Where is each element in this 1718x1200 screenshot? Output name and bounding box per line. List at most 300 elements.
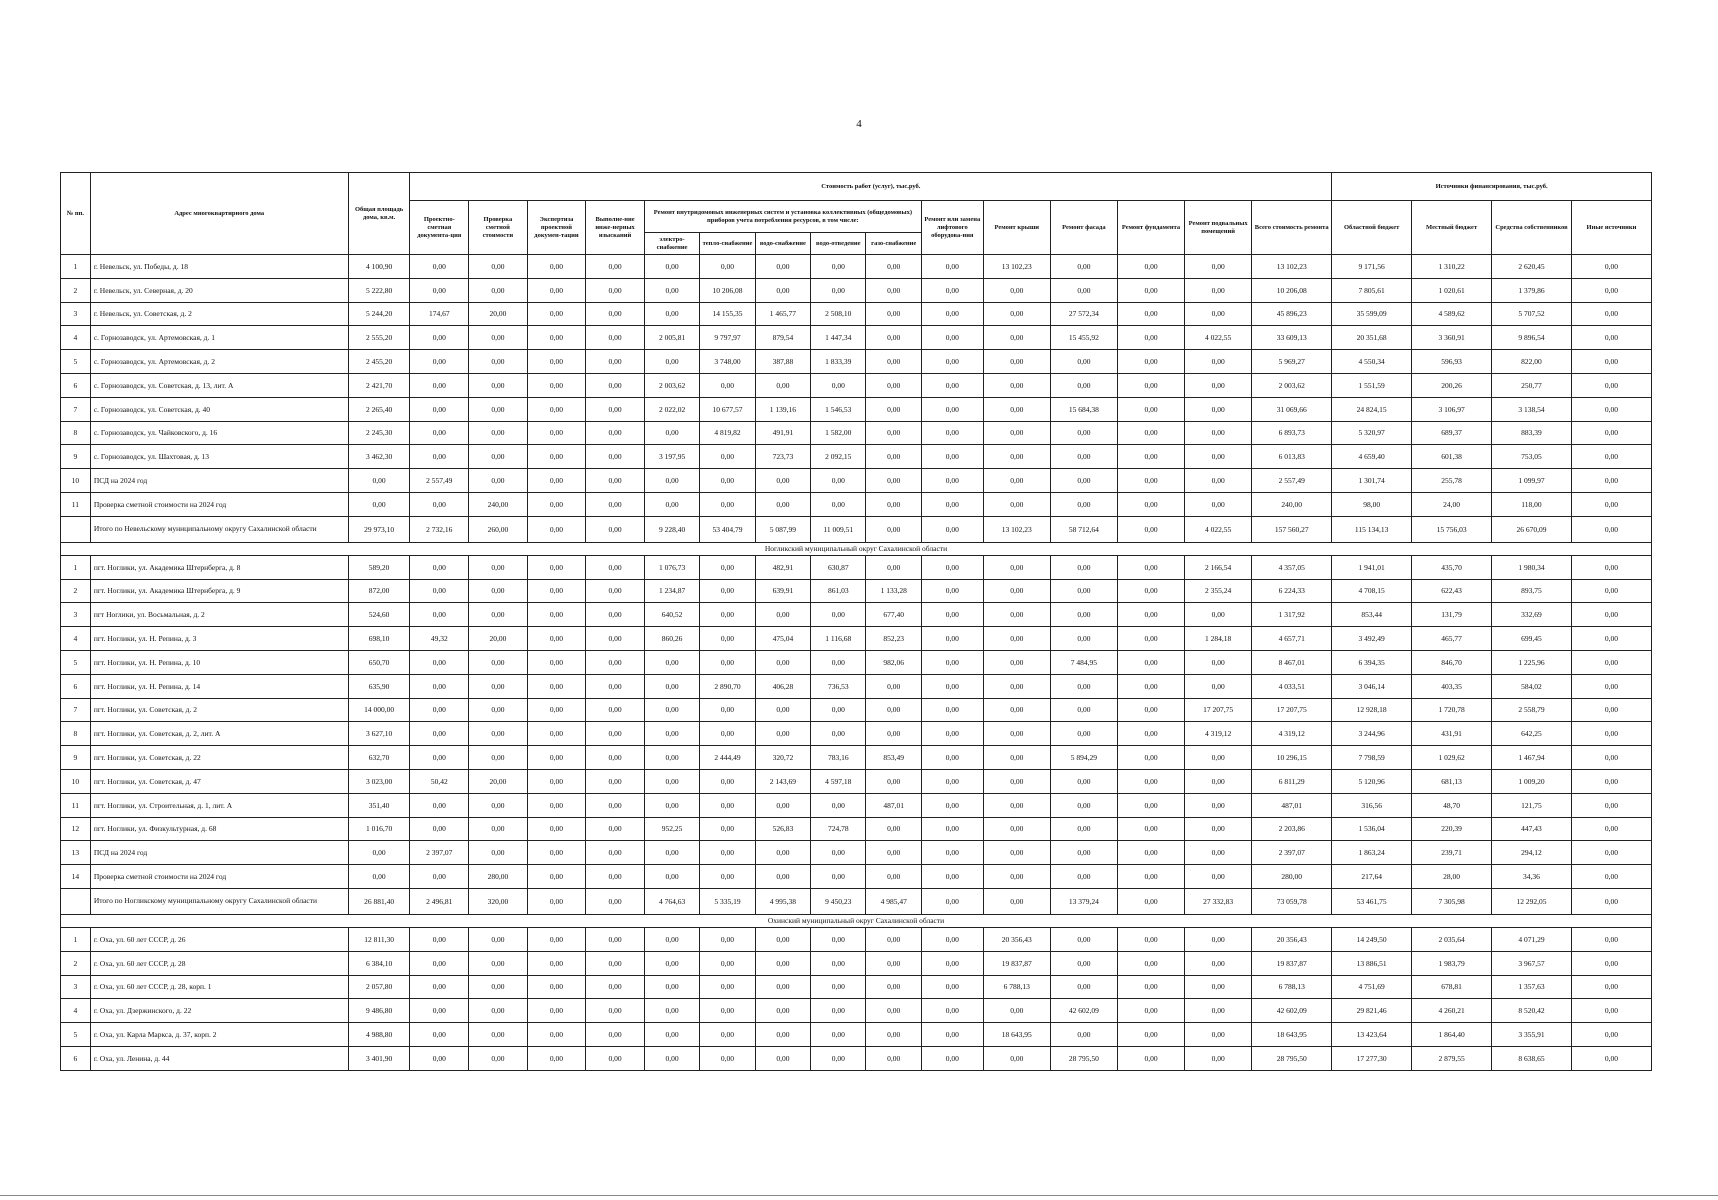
row-address: пгт. Ноглики, ул. Советская, д. 47 <box>90 769 348 793</box>
header-heat: тепло-снабжение <box>700 233 755 255</box>
row-value: 0,00 <box>921 793 983 817</box>
row-value: 7 484,95 <box>1050 650 1117 674</box>
row-value: 15 684,38 <box>1050 397 1117 421</box>
header-check: Проверка сметной стоимости <box>469 201 528 255</box>
row-value: 0,00 <box>1185 350 1252 374</box>
row-value: 431,91 <box>1412 722 1492 746</box>
row-value: 482,91 <box>755 555 810 579</box>
row-value: 0,00 <box>586 278 645 302</box>
row-value: 0,00 <box>469 951 528 975</box>
row-value: 4 260,21 <box>1412 999 1492 1023</box>
header-finance-group: Источники финансирования, тыс.руб. <box>1332 173 1652 201</box>
row-value: 2 166,54 <box>1185 555 1252 579</box>
row-value: 320,72 <box>755 746 810 770</box>
row-number: 12 <box>61 817 91 841</box>
table-row <box>61 627 1652 651</box>
total-value: 4 022,55 <box>1185 516 1252 542</box>
row-value: 6 893,73 <box>1252 421 1332 445</box>
section-row <box>61 542 1652 555</box>
row-address: г. Невельск, ул. Советская, д. 2 <box>90 302 348 326</box>
row-value: 589,20 <box>348 555 410 579</box>
row-value: 0,00 <box>811 603 866 627</box>
row-value: 2 397,07 <box>410 841 469 865</box>
row-address: с. Горнозаводск, ул. Чайковского, д. 16 <box>90 421 348 445</box>
row-address: с. Горнозаводск, ул. Советская, д. 13, лит. А <box>90 373 348 397</box>
row-value: 0,00 <box>983 674 1050 698</box>
row-value: 0,00 <box>983 722 1050 746</box>
row-address: пгт. Ноглики, ул. Советская, д. 2 <box>90 698 348 722</box>
row-value: 4 597,18 <box>811 769 866 793</box>
row-value: 0,00 <box>644 746 699 770</box>
total-value: 157 560,27 <box>1252 516 1332 542</box>
row-value: 4 033,51 <box>1252 674 1332 698</box>
row-value: 35 599,09 <box>1332 302 1412 326</box>
row-value: 45 896,23 <box>1252 302 1332 326</box>
row-value: 783,16 <box>811 746 866 770</box>
header-other: Иные источники <box>1571 201 1651 255</box>
row-value: 0,00 <box>983 865 1050 889</box>
row-value: 20 356,43 <box>1252 927 1332 951</box>
row-value: 2 203,86 <box>1252 817 1332 841</box>
row-value: 0,00 <box>527 1046 586 1070</box>
row-value: 5 222,80 <box>348 278 410 302</box>
header-water: водо-снабжение <box>755 233 810 255</box>
row-value: 4 589,62 <box>1412 302 1492 326</box>
row-value: 475,04 <box>755 627 810 651</box>
row-value: 121,75 <box>1492 793 1572 817</box>
row-value: 0,00 <box>1117 445 1184 469</box>
row-value: 10 677,57 <box>700 397 755 421</box>
row-value: 753,05 <box>1492 445 1572 469</box>
total-value: 27 332,83 <box>1185 888 1252 914</box>
row-value: 0,00 <box>700 769 755 793</box>
row-value: 3 360,91 <box>1412 326 1492 350</box>
row-value: 14 155,35 <box>700 302 755 326</box>
total-value: 13 379,24 <box>1050 888 1117 914</box>
total-value: 0,00 <box>921 888 983 914</box>
row-address: г. Оха, ул. 60 лет СССР, д. 28 <box>90 951 348 975</box>
row-address: Проверка сметной стоимости на 2024 год <box>90 865 348 889</box>
row-value: 0,00 <box>921 555 983 579</box>
row-value: 1 467,94 <box>1492 746 1572 770</box>
row-value: 0,00 <box>527 302 586 326</box>
table-row <box>61 951 1652 975</box>
row-value: 0,00 <box>1117 397 1184 421</box>
row-value: 0,00 <box>700 793 755 817</box>
row-value: 0,00 <box>983 999 1050 1023</box>
row-value: 0,00 <box>410 746 469 770</box>
row-value: 0,00 <box>644 350 699 374</box>
row-value: 1 551,59 <box>1332 373 1412 397</box>
row-address: г. Оха, ул. 60 лет СССР, д. 26 <box>90 927 348 951</box>
row-value: 0,00 <box>410 326 469 350</box>
row-value: 0,00 <box>1050 278 1117 302</box>
row-value: 0,00 <box>1117 975 1184 999</box>
row-address: пгт. Ноглики, ул. Н. Репина, д. 10 <box>90 650 348 674</box>
row-value: 0,00 <box>866 492 921 516</box>
row-value: 0,00 <box>1571 373 1651 397</box>
table-body <box>61 255 1652 1071</box>
row-value: 387,88 <box>755 350 810 374</box>
row-value: 0,00 <box>1117 769 1184 793</box>
row-value: 0,00 <box>755 999 810 1023</box>
row-value: 0,00 <box>1117 722 1184 746</box>
row-value: 0,00 <box>469 397 528 421</box>
row-value: 0,00 <box>644 469 699 493</box>
row-value: 0,00 <box>755 1046 810 1070</box>
row-value: 48,70 <box>1412 793 1492 817</box>
row-value: 853,49 <box>866 746 921 770</box>
row-address: пгт. Ноглики, ул. Академика Штернберга, д. 9 <box>90 579 348 603</box>
row-address: Проверка сметной стоимости на 2024 год <box>90 492 348 516</box>
row-value: 852,23 <box>866 627 921 651</box>
row-value: 678,81 <box>1412 975 1492 999</box>
table-row <box>61 603 1652 627</box>
row-value: 10 206,08 <box>700 278 755 302</box>
row-value: 0,00 <box>1571 817 1651 841</box>
row-value: 0,00 <box>586 555 645 579</box>
row-number: 14 <box>61 865 91 889</box>
row-number: 10 <box>61 469 91 493</box>
row-value: 0,00 <box>983 841 1050 865</box>
table-row <box>61 492 1652 516</box>
row-number: 1 <box>61 255 91 279</box>
row-value: 0,00 <box>410 421 469 445</box>
row-value: 0,00 <box>1571 975 1651 999</box>
row-value: 0,00 <box>1571 999 1651 1023</box>
row-value: 0,00 <box>700 698 755 722</box>
row-value: 0,00 <box>1571 350 1651 374</box>
row-value: 2 879,55 <box>1412 1046 1492 1070</box>
row-value: 6 394,35 <box>1332 650 1412 674</box>
row-value: 1 980,34 <box>1492 555 1572 579</box>
row-value: 17 207,75 <box>1252 698 1332 722</box>
row-value: 0,00 <box>527 255 586 279</box>
row-value: 0,00 <box>1117 698 1184 722</box>
row-value: 0,00 <box>410 603 469 627</box>
row-value: 0,00 <box>527 1023 586 1047</box>
row-value: 1 863,24 <box>1332 841 1412 865</box>
row-value: 2 444,49 <box>700 746 755 770</box>
header-design: Проектно-сметная документа-ция <box>410 201 469 255</box>
row-value: 0,00 <box>586 302 645 326</box>
row-value: 2 003,62 <box>644 373 699 397</box>
row-value: 6 788,13 <box>1252 975 1332 999</box>
section-title: Ногликский муниципальный округ Сахалинской области <box>61 542 1652 555</box>
row-value: 0,00 <box>527 469 586 493</box>
row-value: 0,00 <box>1571 746 1651 770</box>
row-value: 0,00 <box>586 373 645 397</box>
row-number: 6 <box>61 373 91 397</box>
row-address: пгт. Ноглики, ул. Академика Штернберга, д. 8 <box>90 555 348 579</box>
row-value: 0,00 <box>866 1046 921 1070</box>
row-value: 0,00 <box>586 397 645 421</box>
total-value: 0,00 <box>1571 888 1651 914</box>
row-value: 6 788,13 <box>983 975 1050 999</box>
row-number: 1 <box>61 927 91 951</box>
row-value: 0,00 <box>983 793 1050 817</box>
row-value: 0,00 <box>755 865 810 889</box>
row-value: 0,00 <box>700 373 755 397</box>
row-value: 0,00 <box>755 1023 810 1047</box>
row-value: 0,00 <box>469 445 528 469</box>
row-value: 0,00 <box>1185 927 1252 951</box>
row-value: 42 602,09 <box>1050 999 1117 1023</box>
row-value: 0,00 <box>811 492 866 516</box>
row-value: 31 069,66 <box>1252 397 1332 421</box>
row-value: 0,00 <box>644 650 699 674</box>
row-value: 0,00 <box>527 722 586 746</box>
row-number: 4 <box>61 999 91 1023</box>
row-value: 0,00 <box>983 817 1050 841</box>
row-value: 0,00 <box>700 627 755 651</box>
row-value: 0,00 <box>469 793 528 817</box>
row-value: 677,40 <box>866 603 921 627</box>
row-value: 642,25 <box>1492 722 1572 746</box>
row-value: 0,00 <box>700 865 755 889</box>
row-number: 6 <box>61 1046 91 1070</box>
total-value: 0,00 <box>527 516 586 542</box>
row-value: 3 967,57 <box>1492 951 1572 975</box>
total-value: 73 059,78 <box>1252 888 1332 914</box>
row-value: 0,00 <box>811 255 866 279</box>
row-value: 0,00 <box>644 255 699 279</box>
row-value: 0,00 <box>921 326 983 350</box>
row-value: 9 486,80 <box>348 999 410 1023</box>
row-value: 0,00 <box>1571 421 1651 445</box>
row-value: 0,00 <box>469 469 528 493</box>
row-value: 29 821,46 <box>1332 999 1412 1023</box>
row-value: 20,00 <box>469 627 528 651</box>
row-value: 0,00 <box>586 1046 645 1070</box>
row-address: г. Оха, ул. Карла Маркса, д. 37, корп. 2 <box>90 1023 348 1047</box>
row-value: 0,00 <box>527 951 586 975</box>
row-value: 250,77 <box>1492 373 1572 397</box>
row-value: 0,00 <box>1571 769 1651 793</box>
row-value: 18 643,95 <box>983 1023 1050 1047</box>
row-value: 0,00 <box>586 650 645 674</box>
row-value: 0,00 <box>1571 951 1651 975</box>
row-value: 0,00 <box>811 698 866 722</box>
row-number: 8 <box>61 722 91 746</box>
row-value: 0,00 <box>469 674 528 698</box>
row-value: 622,43 <box>1412 579 1492 603</box>
row-value: 0,00 <box>700 492 755 516</box>
row-value: 0,00 <box>983 746 1050 770</box>
row-value: 2 143,69 <box>755 769 810 793</box>
header-roof: Ремонт крыши <box>983 201 1050 255</box>
row-value: 0,00 <box>921 627 983 651</box>
row-value: 0,00 <box>866 674 921 698</box>
table-row <box>61 326 1652 350</box>
row-value: 0,00 <box>1117 302 1184 326</box>
row-value: 0,00 <box>866 350 921 374</box>
row-value: 0,00 <box>1185 999 1252 1023</box>
row-value: 0,00 <box>1050 865 1117 889</box>
row-value: 0,00 <box>983 302 1050 326</box>
table-row <box>61 445 1652 469</box>
row-value: 0,00 <box>1050 817 1117 841</box>
row-value: 0,00 <box>1185 975 1252 999</box>
row-value: 0,00 <box>586 603 645 627</box>
row-value: 2 508,10 <box>811 302 866 326</box>
table-row <box>61 579 1652 603</box>
total-number <box>61 888 91 914</box>
row-value: 5 320,97 <box>1332 421 1412 445</box>
row-value: 0,00 <box>1571 865 1651 889</box>
row-value: 0,00 <box>921 951 983 975</box>
row-value: 0,00 <box>1050 555 1117 579</box>
row-value: 3 244,96 <box>1332 722 1412 746</box>
row-value: 406,28 <box>755 674 810 698</box>
row-value: 0,00 <box>1050 627 1117 651</box>
row-number: 2 <box>61 951 91 975</box>
row-number: 4 <box>61 326 91 350</box>
row-value: 0,00 <box>410 975 469 999</box>
row-value: 27 572,34 <box>1050 302 1117 326</box>
table-row <box>61 255 1652 279</box>
row-value: 98,00 <box>1332 492 1412 516</box>
row-value: 0,00 <box>1571 927 1651 951</box>
row-value: 0,00 <box>921 817 983 841</box>
row-value: 0,00 <box>1185 469 1252 493</box>
total-value: 0,00 <box>983 888 1050 914</box>
row-value: 332,69 <box>1492 603 1572 627</box>
row-value: 0,00 <box>866 698 921 722</box>
row-value: 0,00 <box>866 255 921 279</box>
row-value: 0,00 <box>983 603 1050 627</box>
row-value: 28,00 <box>1412 865 1492 889</box>
row-value: 0,00 <box>469 421 528 445</box>
row-value: 0,00 <box>811 278 866 302</box>
table-row <box>61 421 1652 445</box>
row-value: 20 356,43 <box>983 927 1050 951</box>
row-value: 5 244,20 <box>348 302 410 326</box>
total-value: 320,00 <box>469 888 528 914</box>
row-value: 0,00 <box>866 927 921 951</box>
row-value: 0,00 <box>469 1046 528 1070</box>
row-address: пгт. Ноглики, ул. Н. Репина, д. 14 <box>90 674 348 698</box>
row-value: 5 894,29 <box>1050 746 1117 770</box>
row-value: 8 520,42 <box>1492 999 1572 1023</box>
row-value: 0,00 <box>921 397 983 421</box>
total-value: 13 102,23 <box>983 516 1050 542</box>
row-value: 0,00 <box>1571 674 1651 698</box>
row-value: 1 720,78 <box>1412 698 1492 722</box>
row-value: 0,00 <box>586 469 645 493</box>
row-value: 17 207,75 <box>1185 698 1252 722</box>
row-value: 0,00 <box>983 445 1050 469</box>
row-value: 0,00 <box>1117 278 1184 302</box>
total-value: 29 973,10 <box>348 516 410 542</box>
total-value: 53 461,75 <box>1332 888 1412 914</box>
row-value: 0,00 <box>1571 698 1651 722</box>
row-value: 0,00 <box>921 975 983 999</box>
row-value: 3 355,91 <box>1492 1023 1572 1047</box>
row-value: 0,00 <box>1185 817 1252 841</box>
row-value: 3 627,10 <box>348 722 410 746</box>
row-address: г. Оха, ул. Дзержинского, д. 22 <box>90 999 348 1023</box>
row-value: 0,00 <box>921 999 983 1023</box>
row-value: 0,00 <box>527 326 586 350</box>
row-value: 0,00 <box>1571 650 1651 674</box>
row-value: 8 638,65 <box>1492 1046 1572 1070</box>
row-value: 0,00 <box>1185 769 1252 793</box>
row-value: 9 797,97 <box>700 326 755 350</box>
row-address: пгт. Ноглики, ул. Строительная, д. 1, лит. А <box>90 793 348 817</box>
row-value: 0,00 <box>1050 951 1117 975</box>
row-value: 526,83 <box>755 817 810 841</box>
row-value: 0,00 <box>1571 1046 1651 1070</box>
row-value: 0,00 <box>527 927 586 951</box>
row-value: 0,00 <box>921 579 983 603</box>
row-value: 0,00 <box>410 865 469 889</box>
row-value: 0,00 <box>410 951 469 975</box>
row-value: 1 133,28 <box>866 579 921 603</box>
row-value: 200,26 <box>1412 373 1492 397</box>
total-value: 4 985,47 <box>866 888 921 914</box>
total-value: 7 305,98 <box>1412 888 1492 914</box>
scan-edge-line <box>0 1195 1718 1196</box>
row-number: 6 <box>61 674 91 698</box>
row-value: 0,00 <box>1571 445 1651 469</box>
row-value: 50,42 <box>410 769 469 793</box>
row-value: 13 423,64 <box>1332 1023 1412 1047</box>
row-value: 883,39 <box>1492 421 1572 445</box>
row-value: 240,00 <box>1252 492 1332 516</box>
row-value: 0,00 <box>644 674 699 698</box>
header-repair-group: Ремонт внутридомовых инженерных систем и установка коллективных (общедомовых) приборов учета потребления ресурсов, в том числе: <box>644 201 921 233</box>
row-value: 0,00 <box>469 278 528 302</box>
row-number: 5 <box>61 650 91 674</box>
row-value: 1 833,39 <box>811 350 866 374</box>
total-value: 2 496,81 <box>410 888 469 914</box>
row-value: 0,00 <box>866 817 921 841</box>
section-row <box>61 914 1652 927</box>
row-value: 255,78 <box>1412 469 1492 493</box>
row-value: 0,00 <box>410 674 469 698</box>
row-value: 0,00 <box>586 841 645 865</box>
row-value: 0,00 <box>1571 579 1651 603</box>
total-value: 5 335,19 <box>700 888 755 914</box>
row-value: 0,00 <box>983 698 1050 722</box>
row-value: 0,00 <box>469 722 528 746</box>
row-value: 0,00 <box>586 865 645 889</box>
capital-repair-table <box>60 172 1652 1071</box>
row-value: 0,00 <box>586 1023 645 1047</box>
row-value: 0,00 <box>644 793 699 817</box>
row-value: 2 555,20 <box>348 326 410 350</box>
row-value: 0,00 <box>811 650 866 674</box>
row-value: 0,00 <box>755 255 810 279</box>
row-value: 3 106,97 <box>1412 397 1492 421</box>
row-number: 13 <box>61 841 91 865</box>
row-value: 0,00 <box>1050 674 1117 698</box>
row-value: 0,00 <box>469 817 528 841</box>
row-value: 0,00 <box>811 793 866 817</box>
row-value: 280,00 <box>1252 865 1332 889</box>
row-address: пгт Ноглики, ул. Восьмальная, д. 2 <box>90 603 348 627</box>
total-value: 53 404,79 <box>700 516 755 542</box>
row-value: 0,00 <box>1050 793 1117 817</box>
row-value: 0,00 <box>469 555 528 579</box>
table-row <box>61 555 1652 579</box>
row-value: 14 249,50 <box>1332 927 1412 951</box>
row-value: 0,00 <box>700 999 755 1023</box>
row-value: 0,00 <box>1117 555 1184 579</box>
total-value: 26 881,40 <box>348 888 410 914</box>
row-value: 7 798,59 <box>1332 746 1412 770</box>
